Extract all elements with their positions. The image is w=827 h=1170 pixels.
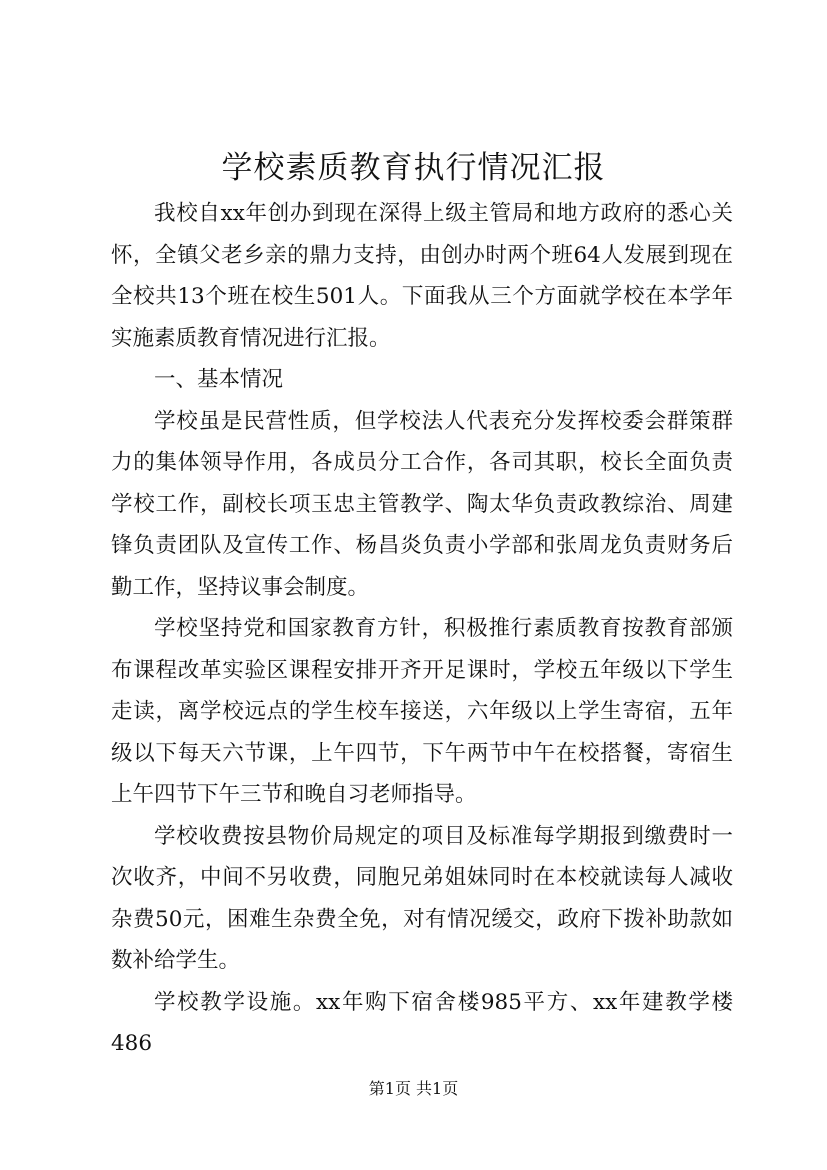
paragraph-intro: 我校自xx年创办到现在深得上级主管局和地方政府的悉心关怀，全镇父老乡亲的鼎力支持，由创办时两个班64人发展到现在全校共13个班在校生501人。下面我从三个方面就学校在本学年实施素质教育情况进行汇报。 (111, 201, 733, 351)
section-heading-basic-situation: 一、基本情况 (154, 367, 284, 392)
document-title: 学校素质教育执行情况汇报 (221, 150, 606, 186)
paragraph-fees: 学校收费按县物价局规定的项目及标准每学期报到缴费时一次收齐，中间不另收费，同胞兄弟姐妹同时在本校就读每人减收杂费50元，困难生杂费全免，对有情况缓交，政府下拨补助款如数补给学生。 (111, 823, 733, 973)
document-body (111, 193, 733, 1065)
page-footer: 第1页 共1页 (368, 1079, 459, 1098)
paragraph-leadership: 学校虽是民营性质，但学校法人代表充分发挥校委会群策群力的集体领导作用，各成员分工合作，各司其职，校长全面负责学校工作，副校长项玉忠主管教学、陶太华负责政教综治、周建锋负责团队及宣传工作、杨昌炎负责小学部和张周龙负责财务后勤工作，坚持议事会制度。 (111, 408, 733, 600)
paragraph-facilities: 学校教学设施。xx年购下宿舍楼985平方、xx年建教学楼486 (111, 989, 733, 1056)
paragraph-curriculum: 学校坚持党和国家教育方针，积极推行素质教育按教育部颁布课程改革实验区课程安排开齐开足课时，学校五年级以下学生走读，离学校远点的学生校车接送，六年级以上学生寄宿，五年级以下每天六节课，上午四节，下午两节中午在校搭餐，寄宿生上午四节下午三节和晚自习老师指导。 (111, 616, 733, 807)
